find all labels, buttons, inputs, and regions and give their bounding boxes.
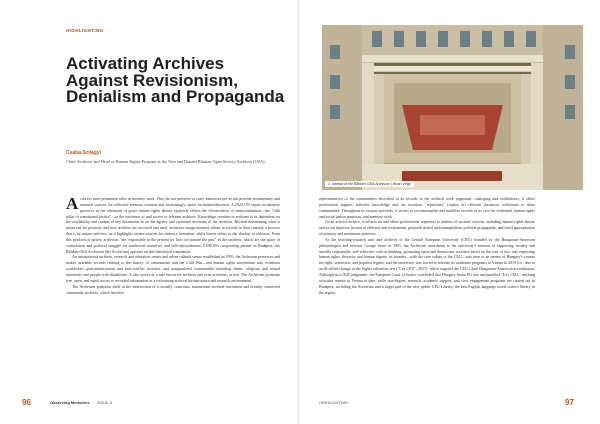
photo-caption: 1. Interior of the Blinken OSA Archivum | Brian Vége bbox=[325, 181, 414, 187]
body-paragraph: As an activist archive, it reflects on and offers professional responses to matters of societal concern, including human rights abuses and social injustice, historical oblivion and revisionism, genocide denial and triumphalism, political propaganda, and (mis) appropriation of memory and mnemonic practices. bbox=[319, 219, 535, 237]
body-paragraph bbox=[66, 196, 280, 254]
body-paragraph: representatives of the communities described in its records in the archival work (appraisal, cataloging and exhibitions). It offers professional support, transfers knowledge and, on occasion, "repatriates" (copies of) relevant document collections to these communities. Throughout its various activities, it strives to recontextualize and mobilize records in its care for evidential, human rights and social justice purposes, and memory work. bbox=[319, 196, 535, 219]
left-body-column bbox=[66, 196, 280, 295]
body-paragraph: An international archives, research and education center and urban cultural venue established in 1995, the Archivum preserves and makes available records relating to the history of communism and the Cold War—and human rights movements and violations worldwide—post-authoritarian and post-conflict societies, and marginalized communities including ethnic, religious and sexual minorities and people with disabilities. It also serves as a safe haven for archives and even archivists at risk. The Archivum promotes free, open, and equal access to recorded information in a welcoming archival infrastructure and research environment. bbox=[66, 254, 280, 283]
body-paragraph: The Archivum positions itself at the intersection of a socially conscious, mainstream archival institution and broadly conceived community archives, which involves bbox=[66, 283, 280, 295]
section-tag: HIGHLIGHTING bbox=[66, 28, 104, 33]
page-number-left: 96 bbox=[22, 398, 31, 407]
running-issue: ISSUE 6 bbox=[96, 400, 113, 405]
paragraph-text: rchives have prominent roles in memory work. They do not preserve or carry memories per se but provide documentary and material sources for collective memory creation and, increasingly, space for memorialization. A 2024 UN report on memory practices in the aftermath of grave human rights abuses explicitly relates the effectiveness of memorialization—the "fifth pillar of transitional justice"—to the existence of and access to relevant archives. Knowledge creation in archives is as dependent on the availability and content of key documents as on the agency and curatorial decisions of the archivist. Beyond determining what is preserved for posterity and how archives are accessed and used, archivists assign memory values to records in their custody, a process that is by nature selective, as it highlights certain sources for memory formation, while leaves others in the shadow of oblivion. From this position of power, archivists "are responsible in the present for how we narrate the past" in the archives, which are the space of contestation and political struggle for multivocal narratives and self-representation. EURON's cooperating partner in Budapest, the Blinken OSA Archivum (the Archivum) operates on this theoretical foundation. bbox=[66, 196, 280, 254]
running-footer-right: HIGHLIGHTING bbox=[319, 400, 348, 405]
author-block bbox=[66, 150, 266, 165]
photo-illustration bbox=[322, 25, 583, 190]
page-number-right: 97 bbox=[565, 398, 574, 407]
drop-cap: A bbox=[66, 194, 79, 213]
running-brand: Observing Memories bbox=[50, 400, 90, 405]
right-body-column bbox=[319, 196, 535, 295]
body-paragraph: As the teaching-research unit and archives of the Central European University (CEU) founded by the Hungarian-American philanthropist and investor George Soros in 1991, the Archivum contributes to the university's mission of supporting socially and morally responsible, self-reflective critical thinking, promoting open and democratic societies based on the rule of law, and respecting human rights, diversity and human dignity, its founder—with the core values of the CEU—was seen as an enemy of Hungary's current far-right, xenocratic, and populist regime, and the university was forced to relocate its academic programs to Vienna in 2019 (i.e., due to an ill-willed change in the higher education law ("Lex CEU", 2017), which targeted the CEU's dual Hungarian-American accreditation. Although in a 2020 judgement, the European Court of Justice concluded that Hungary broke EU law and annulled "Lex CEU," teaching activities remain in Vienna to date, while non-degree, research, academic support, and civic engagement programs are carried out in Budapest, including the Archivum and a larger part of the new public CEU Library, the best English language social science library in the region. bbox=[319, 236, 535, 295]
running-footer-left bbox=[50, 400, 112, 405]
article-title: Activating Archives Against Revisionism, Denialism and Propaganda bbox=[66, 54, 285, 106]
author-name: Csaba Szilágyi bbox=[66, 150, 102, 156]
author-role: Chief Archivist and Head of Human Rights Program at the Vera and Donald Blinken Open Society Archives (OSA) bbox=[66, 159, 265, 164]
archive-interior-photo bbox=[322, 25, 583, 190]
